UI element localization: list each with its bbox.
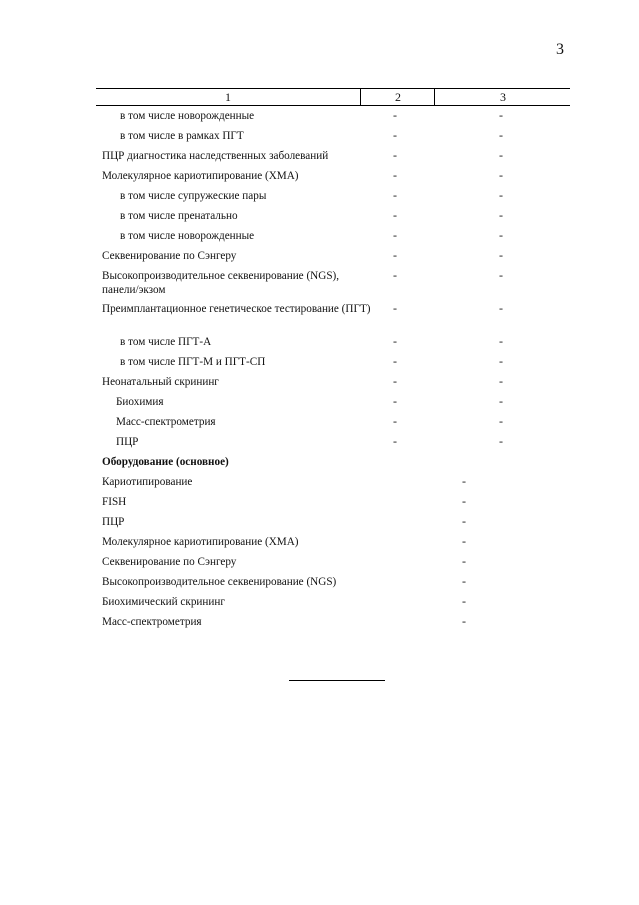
row-label: ПЦР bbox=[116, 436, 139, 448]
cell-col-3: - bbox=[499, 128, 503, 142]
row-label: Масс-спектрометрия bbox=[102, 616, 202, 628]
cell-col-2-3: - bbox=[462, 514, 466, 528]
cell-col-2-3: - bbox=[462, 574, 466, 588]
table-row bbox=[96, 206, 570, 226]
cell-col-3: - bbox=[499, 394, 503, 408]
table-row bbox=[96, 512, 570, 532]
table-row bbox=[96, 352, 570, 372]
cell-col-2: - bbox=[393, 354, 397, 368]
table-row bbox=[96, 492, 570, 512]
cell-col-2: - bbox=[393, 374, 397, 388]
table-row bbox=[96, 452, 570, 472]
cell-col-3: - bbox=[499, 148, 503, 162]
table-row bbox=[96, 572, 570, 592]
cell-col-2: - bbox=[393, 128, 397, 142]
table-body bbox=[96, 106, 570, 632]
cell-col-3: - bbox=[499, 248, 503, 262]
cell-col-3: - bbox=[499, 354, 503, 368]
table-row bbox=[96, 372, 570, 392]
cell-col-3: - bbox=[499, 168, 503, 182]
row-label: Кариотипирование bbox=[102, 476, 193, 488]
table-row bbox=[96, 552, 570, 572]
cell-col-3: - bbox=[499, 434, 503, 448]
table-row bbox=[96, 126, 570, 146]
cell-col-2: - bbox=[393, 148, 397, 162]
cell-col-2: - bbox=[393, 188, 397, 202]
row-label: Высокопроизводительное секвенирование (NGS) bbox=[102, 576, 337, 588]
cell-col-2: - bbox=[393, 414, 397, 428]
table-row bbox=[96, 432, 570, 452]
cell-col-2: - bbox=[393, 301, 397, 315]
table-row bbox=[96, 226, 570, 246]
cell-col-3: - bbox=[499, 414, 503, 428]
cell-col-3: - bbox=[499, 334, 503, 348]
row-label: Биохимический скрининг bbox=[102, 596, 225, 608]
table-header-row bbox=[96, 88, 570, 106]
cell-col-3: - bbox=[499, 268, 503, 282]
cell-col-2: - bbox=[393, 248, 397, 262]
cell-col-3: - bbox=[499, 301, 503, 315]
page-number: 3 bbox=[556, 41, 564, 58]
row-label: в том числе новорожденные bbox=[120, 110, 255, 122]
cell-col-3: - bbox=[499, 108, 503, 122]
cell-col-3: - bbox=[499, 188, 503, 202]
cell-col-3: - bbox=[499, 374, 503, 388]
header-col-3: 3 bbox=[434, 89, 571, 105]
row-label: Секвенирование по Сэнгеру bbox=[102, 250, 237, 262]
row-label: Молекулярное кариотипирование (ХМА) bbox=[102, 536, 299, 548]
row-label: Биохимия bbox=[116, 396, 164, 408]
table-row bbox=[96, 246, 570, 266]
cell-col-2-3: - bbox=[462, 594, 466, 608]
cell-col-2-3: - bbox=[462, 614, 466, 628]
row-label: Преимплантационное генетическое тестирование (ПГТ) bbox=[102, 303, 371, 315]
table-row bbox=[96, 146, 570, 166]
row-label: в том числе пренатально bbox=[120, 210, 238, 222]
table-row bbox=[96, 332, 570, 352]
cell-col-2: - bbox=[393, 334, 397, 348]
table-row bbox=[96, 266, 570, 299]
cell-col-2: - bbox=[393, 228, 397, 242]
cell-col-2: - bbox=[393, 108, 397, 122]
cell-col-2-3: - bbox=[462, 474, 466, 488]
table-row bbox=[96, 106, 570, 126]
row-label: FISH bbox=[102, 496, 127, 508]
row-label: в том числе новорожденные bbox=[120, 230, 255, 242]
row-label: в том числе супружеские пары bbox=[120, 190, 267, 202]
row-label: Масс-спектрометрия bbox=[116, 416, 216, 428]
cell-col-2: - bbox=[393, 434, 397, 448]
row-label: Секвенирование по Сэнгеру bbox=[102, 556, 237, 568]
data-table bbox=[96, 88, 570, 632]
row-label: ПЦР диагностика наследственных заболеваний bbox=[102, 150, 329, 162]
table-row bbox=[96, 392, 570, 412]
cell-col-2: - bbox=[393, 208, 397, 222]
row-label: ПЦР bbox=[102, 516, 125, 528]
table-row bbox=[96, 592, 570, 612]
header-col-1: 1 bbox=[225, 90, 231, 104]
cell-col-2-3: - bbox=[462, 534, 466, 548]
table-row bbox=[96, 166, 570, 186]
row-label: в том числе в рамках ПГТ bbox=[120, 130, 244, 142]
cell-col-3: - bbox=[499, 228, 503, 242]
table-row bbox=[96, 299, 570, 332]
row-label: Неонатальный скрининг bbox=[102, 376, 219, 388]
row-label: в том числе ПГТ-А bbox=[120, 336, 212, 348]
cell-col-2-3: - bbox=[462, 494, 466, 508]
row-label: Молекулярное кариотипирование (ХМА) bbox=[102, 170, 299, 182]
closing-rule bbox=[289, 680, 385, 681]
cell-col-2: - bbox=[393, 394, 397, 408]
table-row bbox=[96, 186, 570, 206]
row-label: в том числе ПГТ-М и ПГТ-СП bbox=[120, 356, 266, 368]
row-label: Оборудование (основное) bbox=[102, 456, 229, 468]
table-row bbox=[96, 532, 570, 552]
cell-col-2: - bbox=[393, 168, 397, 182]
header-col-2: 2 bbox=[360, 89, 435, 105]
table-row bbox=[96, 412, 570, 432]
row-label: Высокопроизводительное секвенирование (NGS), панели/экзом bbox=[102, 270, 340, 296]
cell-col-2-3: - bbox=[462, 554, 466, 568]
table-row bbox=[96, 612, 570, 632]
cell-col-3: - bbox=[499, 208, 503, 222]
table-row bbox=[96, 472, 570, 492]
cell-col-2: - bbox=[393, 268, 397, 282]
